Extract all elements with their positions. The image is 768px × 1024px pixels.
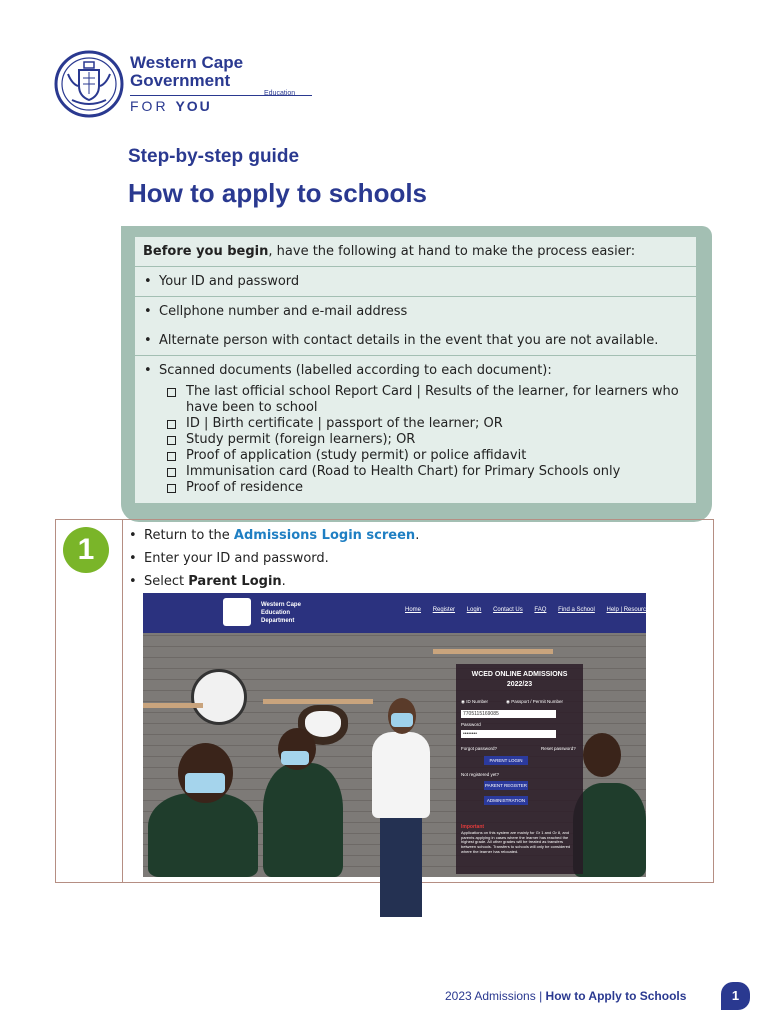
document-text: ID | Birth certificate | passport of the learner; OR — [186, 416, 503, 431]
footer-doc-name: How to Apply to Schools — [545, 989, 687, 1003]
site-brand — [261, 601, 301, 625]
teacher-figure — [368, 698, 433, 917]
tagline-you: YOU — [175, 98, 212, 114]
menu-find-school[interactable]: Find a School — [558, 607, 595, 613]
important-notice — [461, 825, 579, 855]
instruction-item — [129, 524, 419, 547]
reset-password-link[interactable]: Reset password? — [541, 746, 576, 751]
shelf — [433, 649, 553, 654]
student-mask — [185, 773, 225, 793]
menu-help[interactable]: Help | Resources — [606, 607, 653, 613]
radio-id-label: ID Number — [466, 699, 488, 704]
coat-of-arms-icon — [54, 50, 124, 118]
site-menu — [405, 607, 662, 613]
document-item — [165, 480, 688, 496]
document-item — [165, 416, 688, 432]
lead-rest: , have the following at hand to make the process easier: — [268, 244, 636, 259]
checkbox-icon — [167, 484, 176, 493]
wced-crest-icon — [223, 598, 251, 626]
instruction-text: Select — [144, 574, 189, 589]
parent-login-button[interactable]: PARENT LOGIN — [484, 756, 528, 765]
parent-register-button[interactable]: PARENT REGISTER — [484, 783, 528, 788]
checklist-item — [135, 297, 696, 326]
brand-line: Education — [261, 610, 291, 616]
checklist-item-text: Scanned documents (labelled according to each document): — [159, 363, 552, 378]
page-number: 1 — [721, 982, 750, 1010]
student-head — [583, 733, 621, 777]
radio-id[interactable]: ◉ ID Number — [461, 699, 488, 704]
checklist-item — [135, 326, 696, 355]
admissions-login-screenshot — [143, 593, 653, 877]
checkbox-icon — [167, 420, 176, 429]
wcg-logo — [54, 50, 314, 120]
important-text: Applications on this system are mainly for Gr 1 and Gr 8, and parents applying in cases where the learner has reached the highest grade. All other grades will be treated as transfers between schools. Transfers to schools will only be considered where the learner has relocated. — [461, 829, 571, 854]
scanned-documents-block — [135, 356, 696, 503]
document-text: Study permit (foreign learners); OR — [186, 432, 416, 447]
password-input[interactable]: •••••••• — [461, 730, 556, 738]
menu-register[interactable]: Register — [432, 607, 456, 613]
footer-separator: | — [535, 989, 546, 1003]
document-text: Proof of residence — [186, 480, 304, 495]
org-name-line2: Government — [130, 71, 231, 90]
login-year: 2022/23 — [506, 681, 533, 688]
student-figure — [148, 793, 258, 877]
checklist-item-text: Your ID and password — [159, 274, 300, 289]
document-item — [165, 384, 688, 416]
menu-faq[interactable]: FAQ — [534, 607, 547, 613]
shelf — [263, 699, 373, 704]
student-figure — [573, 783, 646, 877]
checkbox-icon — [167, 468, 176, 477]
menu-login[interactable]: Login — [466, 607, 482, 613]
login-title: WCED ONLINE ADMISSIONS — [471, 671, 568, 678]
guide-subtitle: Step-by-step guide — [128, 146, 300, 167]
document-item — [165, 448, 688, 464]
document-checklist — [165, 384, 688, 496]
instruction-item — [129, 570, 419, 593]
tagline-for: FOR — [130, 98, 169, 114]
document-text: Proof of application (study permit) or police affidavit — [186, 448, 527, 463]
checklist-item-text: Alternate person with contact details in the event that you are not available. — [159, 333, 659, 348]
footer-year: 2023 Admissions — [445, 989, 536, 1003]
document-text: The last official school Report Card | Results of the learner, for learners who have been to school — [186, 384, 679, 415]
checkbox-icon — [167, 452, 176, 461]
shelf — [143, 703, 203, 708]
checklist-item — [143, 363, 688, 378]
document-item — [165, 464, 688, 480]
brand-line: Western Cape — [261, 602, 301, 608]
tagline — [130, 98, 212, 114]
org-name — [130, 54, 243, 90]
password-label: Password — [461, 722, 481, 727]
checklist-item — [135, 267, 696, 296]
admissions-login-link[interactable]: Admissions Login screen — [233, 528, 416, 543]
checkbox-icon — [167, 388, 176, 397]
step-divider — [122, 520, 123, 882]
before-you-begin-panel — [121, 226, 712, 522]
instruction-text: Enter your ID and password. — [144, 551, 329, 566]
menu-contact[interactable]: Contact Us — [493, 607, 523, 613]
radio-passport[interactable]: ◉ Passport / Permit Number — [506, 699, 563, 704]
login-card — [456, 664, 583, 874]
radio-passport-label: Passport / Permit Number — [511, 699, 563, 704]
step-number-badge: 1 — [63, 527, 109, 573]
step-1-box — [55, 519, 714, 883]
checkbox-icon — [167, 436, 176, 445]
page-title: How to apply to schools — [128, 178, 428, 208]
department-label: Education — [264, 90, 296, 97]
menu-home[interactable]: Home — [405, 607, 422, 613]
document-text: Immunisation card (Road to Health Chart) for Primary Schools only — [186, 464, 621, 479]
parent-login-label: Parent Login — [188, 574, 282, 589]
student-figure — [263, 763, 343, 877]
checklist-item-text: Cellphone number and e-mail address — [159, 304, 408, 319]
clock-icon — [191, 669, 247, 725]
forgot-password-link[interactable]: Forgot password? — [461, 746, 498, 751]
instruction-punct: . — [415, 528, 420, 543]
before-you-begin-lead — [135, 237, 696, 266]
brand-line: Department — [261, 618, 295, 624]
instruction-text: Return to the — [144, 528, 234, 543]
important-title: Important — [461, 824, 485, 830]
instruction-punct: . — [281, 574, 286, 589]
lead-bold: Before you begin — [143, 244, 269, 259]
id-input[interactable]: 7705115169085 — [461, 710, 556, 718]
student-mask — [281, 751, 309, 765]
document-item — [165, 432, 688, 448]
not-registered-label: Not registered yet? — [461, 772, 500, 777]
administration-button[interactable]: ADMINISTRATION — [484, 796, 528, 805]
instruction-item — [129, 547, 419, 570]
step-instructions — [129, 524, 419, 593]
org-name-line1: Western Cape — [130, 53, 244, 72]
site-navbar — [143, 593, 653, 633]
page-footer — [445, 989, 686, 1003]
